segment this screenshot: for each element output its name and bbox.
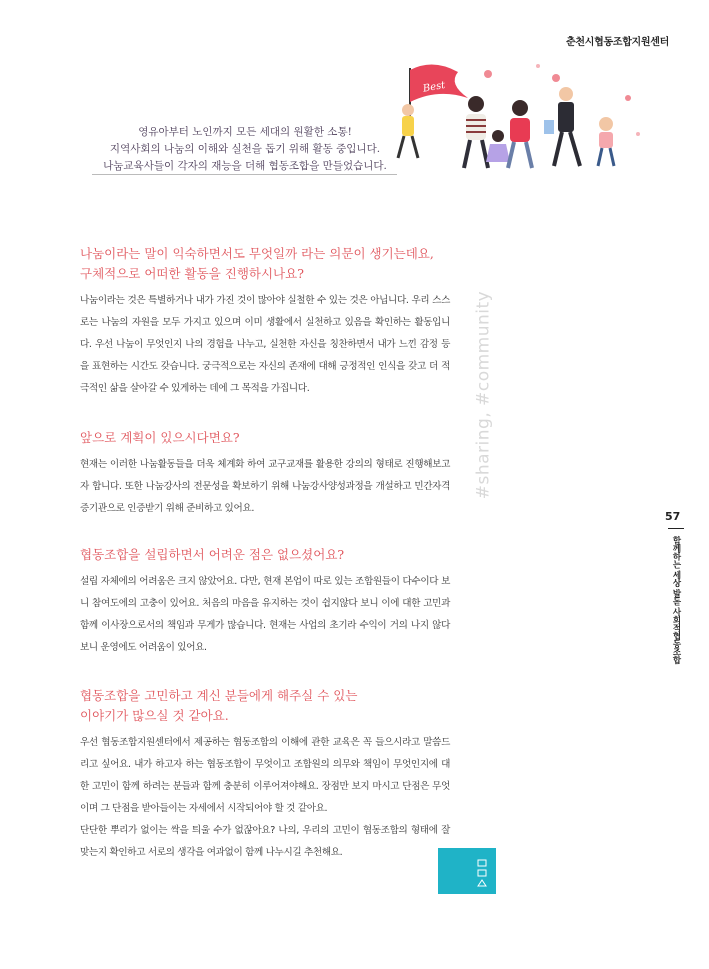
intro-divider — [92, 174, 397, 175]
answer-text: 우선 협동조합지원센터에서 제공하는 협동조합의 이해에 관한 교육은 꼭 들으시라고 말씀드리고 싶어요. 내가 하고자 하는 협동조합이 무엇이고 조합원의 의무와 책임이 무엇인지에 대한 고민이 함께 하려는 분들과 함께 충분히 이루어져야해요. 장점만 보지 마시고 단점은 무엇이며 그 단점을 받아들이는 자세에서 시작되어야 할 것 같아요. — [80, 737, 450, 814]
qa-section-4 — [80, 686, 450, 864]
question-line: 협동조합을 설립하면서 어려운 점은 없으셨어요? — [80, 547, 345, 562]
tab-icons — [476, 858, 488, 888]
answer-text: 나눔이라는 것은 특별하거나 내가 가진 것이 많아야 실철한 수 있는 것은 아닙니다. 우리 스스로는 나눔의 자원을 모두 가지고 있으며 이미 생활에서 실천하고 있음을 확인하는 활동입니다. 우선 나눔이 무엇인지 나의 경험을 나누고, 실천한 자신을 칭찬하면서 내가 느낀 감정 등을 표현하는 시간도 갖습니다. 궁극적으로는 자신의 존재에 대해 긍정적인 인식을 갖고 더 적극적인 삶을 살아갈 수 있게하는 데에 그 목적을 가집니다. — [80, 295, 450, 394]
question-line: 앞으로 계획이 있으시다면요? — [80, 430, 240, 445]
question-line: 구체적으로 어떠한 활동을 진행하시나요? — [80, 266, 304, 281]
intro-line: 영유아부터 노인까지 모든 세대의 원활한 소통! — [138, 126, 352, 138]
flag-text: Best — [422, 79, 447, 95]
page-number: 57 — [665, 510, 681, 523]
qa-section-1 — [80, 244, 450, 400]
answer-text: 단단한 뿌리가 없이는 싹을 틔울 수가 없잖아요? 나의, 우리의 고민이 협동조합의 형태에 잘 맞는지 확인하고 서로의 생각을 여과없이 함께 나누시길 추천해요. — [80, 825, 450, 858]
intro-text — [100, 124, 390, 175]
question-heading — [80, 244, 450, 284]
organization-header: 춘천시협동조합지원센터 — [566, 37, 669, 48]
running-title: 함께하는 세상 발돋 사회적협동조합 — [671, 536, 681, 664]
answer-text: 설립 자체에의 어려움은 크지 않았어요. 다만, 현재 본업이 따로 있는 조합원들이 다수이다 보니 참여도에의 고충이 있어요. 처음의 마음을 유지하는 것이 쉽지않다 보니 이에 대한 고민과 함께 이사장으로서의 책임과 무게가 많습니다. 현재는 사업의 초기라 수익이 거의 나지 않다 보니 운영에도 어려움이 있어요. — [80, 576, 450, 653]
qa-section-2 — [80, 428, 450, 520]
question-heading — [80, 686, 450, 726]
intro-line: 지역사회의 나눔의 이해와 실천을 돕기 위해 활동 중입니다. — [109, 143, 381, 155]
question-heading — [80, 545, 450, 565]
question-heading — [80, 428, 450, 448]
marching-people-with-flag-illustration — [388, 58, 650, 180]
question-line: 협동조합을 고민하고 계신 분들에게 해주실 수 있는 — [80, 688, 358, 703]
page-number-divider — [668, 528, 684, 529]
section-tab — [438, 848, 496, 894]
hashtag-text: #sharing, #community — [473, 290, 493, 500]
intro-line: 나눔교육사들이 각자의 재능을 더해 협동조합을 만들었습니다. — [103, 160, 387, 172]
question-line: 나눔이라는 말이 익숙하면서도 무엇일까 라는 의문이 생기는데요, — [80, 246, 434, 261]
qa-section-3 — [80, 545, 450, 659]
question-line: 이야기가 많으실 것 같아요. — [80, 708, 229, 723]
hashtag-watermark — [458, 290, 508, 500]
answer-text: 현재는 이러한 나눔활동들을 더욱 체계화 하여 교구교재를 활용한 강의의 형태로 진행해보고자 합니다. 또한 나눔강사의 전문성을 확보하기 위해 나눔강사양성과정을 개설하고 민간자격증기관으로 인증받기 위해 준비하고 있어요. — [80, 459, 450, 514]
